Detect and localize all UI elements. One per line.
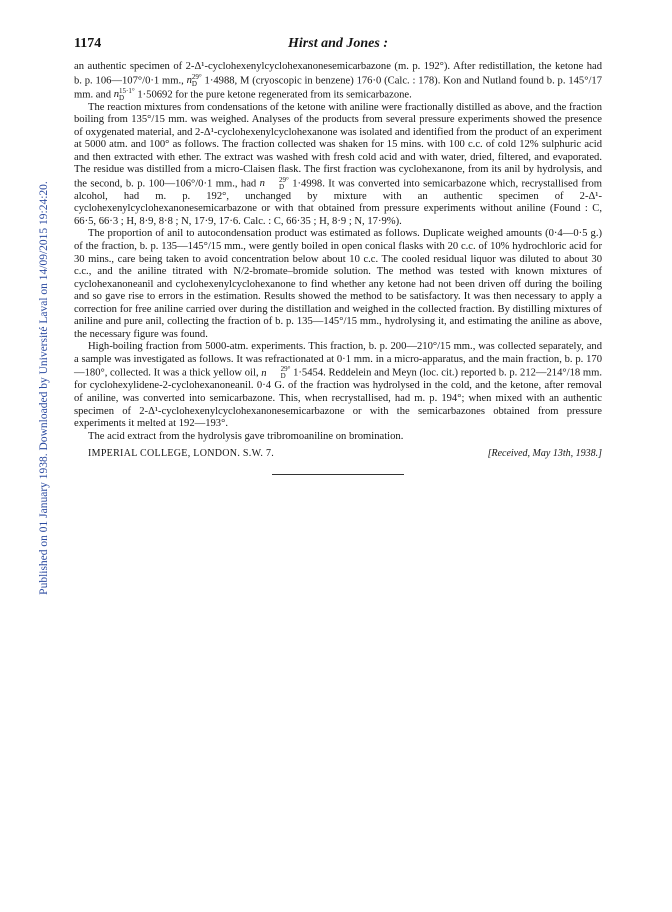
page-header (74, 36, 602, 56)
paragraph: High-boiling fraction from 5000-atm. experiments. This fraction, b. p. 200—210°/15 mm., was collected separately, and a sample was investigated as follows. It was refractionated at 0·1 mm. in a micro-apparatus, and the main fraction, b. p. 170—180°, collected. It was a thick yellow oil, n 29° D 1·5454. Reddelein and Meyn (loc. cit.) reported b. p. 212—214°/18 mm. for cyclohexylidene-2-cyclohexanoneanil. 0·4 G. of the fraction was hydrolysed in the cold, and the ketone, after removal of aniline, was converted into semicarbazone. This, when recrystallised, had m. p. 194°; when mixed with an authentic specimen of 2-Δ¹-cyclohexenylcyclohexanonesemicarbazone or with the semicarbazones obtained from pressure experiments it melted at 192—193°. (74, 341, 602, 430)
download-watermark: Published on 01 January 1938. Downloaded by Université Laval on 14/09/2015 19:24:20. (38, 181, 50, 595)
institution: IMPERIAL COLLEGE, LONDON. S.W. 7. (88, 448, 275, 460)
signature-line (74, 448, 602, 461)
paragraph: an authentic specimen of 2-Δ¹-cyclohexenylcyclohexanonesemicarbazone (m. p. 192°). After redistillation, the ketone had b. p. 106—107°/0·1 mm., n 29° D 1·4988, M (cryoscopic in benzene) 176·0 (Calc. : 178). Kon and Nutland found b. p. 145°/17 mm. and n 15·1° D 1·50692 for the pure ketone regenerated from its semicarbazone. (74, 61, 602, 102)
end-rule (272, 474, 404, 475)
paragraph: The reaction mixtures from condensations of the ketone with aniline were fractionally distilled as above, and the fraction boiling from 135°/15 mm. was weighed. Analyses of the products from several pressure experiments showed the presence of oxygenated material, and 2-Δ¹-cyclohexenylcyclohexanone was isolated and identified from the product of an experiment at 5000 atm. and 100° as follows. The fraction collected was shaken for 15 mins. with 100 c.c. of cold 12% sulphuric acid and then extracted with ether. The extract was washed with fresh cold acid and with water, dried, filtered, and evaporated. The residue was distilled from a micro-Claisen flask. The first fraction was cyclohexanone, from its anil by hydrolysis, and the second, b. p. 100—106°/0·1 mm., had n 29° D 1·4998. It was converted into semicarbazone which, recrystallised from alcohol, had m. p. 192°, unchanged by mixture with an authentic specimen of 2-Δ¹-cyclohexenylcyclohexanonesemicarbazone or with that obtained from pressure experiments without aniline (Found : C, 66·5, 66·3 ; H, 8·9, 8·8 ; N, 17·9, 17·6. Calc. : C, 66·35 ; H, 8·9 ; N, 17·9%). (74, 101, 603, 227)
article-body (74, 61, 602, 475)
page-number: 1174 (74, 36, 102, 51)
received-date: [Received, May 13th, 1938.] (487, 448, 602, 460)
running-head: Hirst and Jones : (288, 36, 388, 51)
paragraph: The acid extract from the hydrolysis gave tribromoaniline on bromination. (88, 430, 404, 442)
paragraph: The proportion of anil to autocondensation product was estimated as follows. Duplicate weighed amounts (0·4—0·5 g.) of the fraction, b. p. 135—145°/15 mm., were gently boiled in open conical flasks with 20 c.c. of 10% hydrochloric acid for 30 mins., care being taken to avoid concentration below about 10 c.c. The cooled residual liquor was diluted to about 30 c.c., and the aniline titrated with N/2-bromate–bromide solution. The method was tested with known mixtures of cyclohexanoneanil and cyclohexenylcyclohexanone to find whether any ketone had not been driven off during the boiling and so gave rise to errors in the estimation. Results showed the method to be satisfactory. It was then necessary to apply a correction for free aniline carried over during the distillation and weighed in the collected fraction. By distilling mixtures of aniline and pure anil, collecting the fraction of b. p. 135—145°/15 mm., hydrolysing it, and estimating the aniline as above, the necessary figure was found. (74, 228, 602, 340)
